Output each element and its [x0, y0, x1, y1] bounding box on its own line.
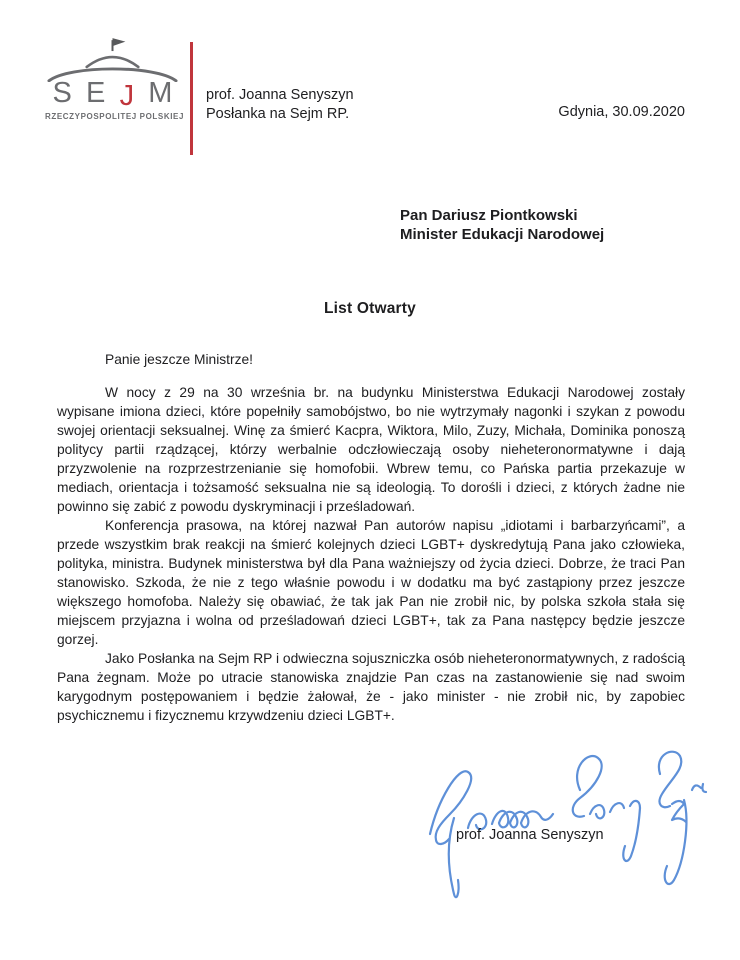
- sender-block: [206, 86, 354, 124]
- sejm-dome-icon: [45, 36, 180, 82]
- dateline: Gdynia, 30.09.2020: [558, 104, 685, 120]
- handwritten-signature: [408, 744, 708, 904]
- letter-body: [57, 350, 685, 725]
- logo-letter-s: S: [52, 77, 72, 109]
- letter-title: List Otwarty: [324, 300, 416, 317]
- logo-letter-m: M: [148, 77, 173, 109]
- salutation: Panie jeszcze Ministrze!: [105, 352, 253, 367]
- sejm-logo: [45, 36, 185, 141]
- red-divider-line: [190, 42, 193, 155]
- recipient-name: Pan Dariusz Piontkowski: [400, 207, 578, 224]
- sejm-wordmark: [52, 77, 173, 112]
- paragraph-3: Jako Posłanka na Sejm RP i odwieczna sojuszniczka osób nieheteronormatywnych, z radością Pana żegnam. Może po utracie stanowiska znajdzie Pan czas na zastanowienie się nad swoim karygodnym postępowaniem i będzie żałował, że - jako minister - nie zrobił nic, by zapobiec psychicznemu i fizycznemu krzywdzeniu dzieci LGBT+.: [57, 651, 685, 723]
- logo-letter-e: E: [86, 77, 106, 109]
- paragraph-1: W nocy z 29 na 30 września br. na budynku Ministerstwa Edukacji Narodowej zostały wypisane imiona dzieci, które popełniły samobójstwo, bo nie wytrzymały nagonki i szykan z powodu swojej orientacji seksualnej. Winę za śmierć Kacpra, Wiktora, Milo, Zuzy, Michała, Dominika ponoszą politycy partii rządzącej, którzy werbalnie odczłowieczają osoby nieheteronormatywne i dają przyzwolenie na rozprzestrzenianie się homofobii. Wbrew temu, co Pańska partia przekazuje w mediach, orientacja i tożsamość seksualna nie są ideologią. To dorośli i dzieci, z których żadne nie powinno się zabić z powodu dyskryminacji i prześladowań.: [57, 385, 685, 514]
- recipient-title: Minister Edukacji Narodowej: [400, 225, 605, 243]
- logo-letter-j: J: [119, 80, 135, 112]
- paragraph-2: Konferencja prasowa, na której nazwał Pan autorów napisu „idiotami i barbarzyńcami”, a przede wszystkim brak reakcji na śmierć kolejnych dzieci LGBT+ dyskredytują Pana jako człowieka, polityka, ministra. Budynek ministerstwa był dla Pana ważniejszy od życia dzieci. Dobrze, że traci Pan stanowisko. Szkoda, że nie z tego właśnie powodu i w dodatku ma być zastąpiony przez jeszcze większego homofoba. Należy się obawiać, że tak jak Pan nie zrobił nic, by polska szkoła stała się miejscem przyjazna i wolna od prześladowań dzieci LGBT+, tak za Pana następcy będzie jeszcze gorzej.: [57, 518, 685, 647]
- logo-subtitle: RZECZYPOSPOLITEJ POLSKIEJ: [45, 112, 185, 121]
- sender-name: prof. Joanna Senyszyn: [206, 87, 354, 103]
- sender-role: Posłanka na Sejm RP.: [206, 106, 350, 122]
- typed-signature-name: prof. Joanna Senyszyn: [456, 827, 604, 843]
- recipient-block: [400, 207, 604, 244]
